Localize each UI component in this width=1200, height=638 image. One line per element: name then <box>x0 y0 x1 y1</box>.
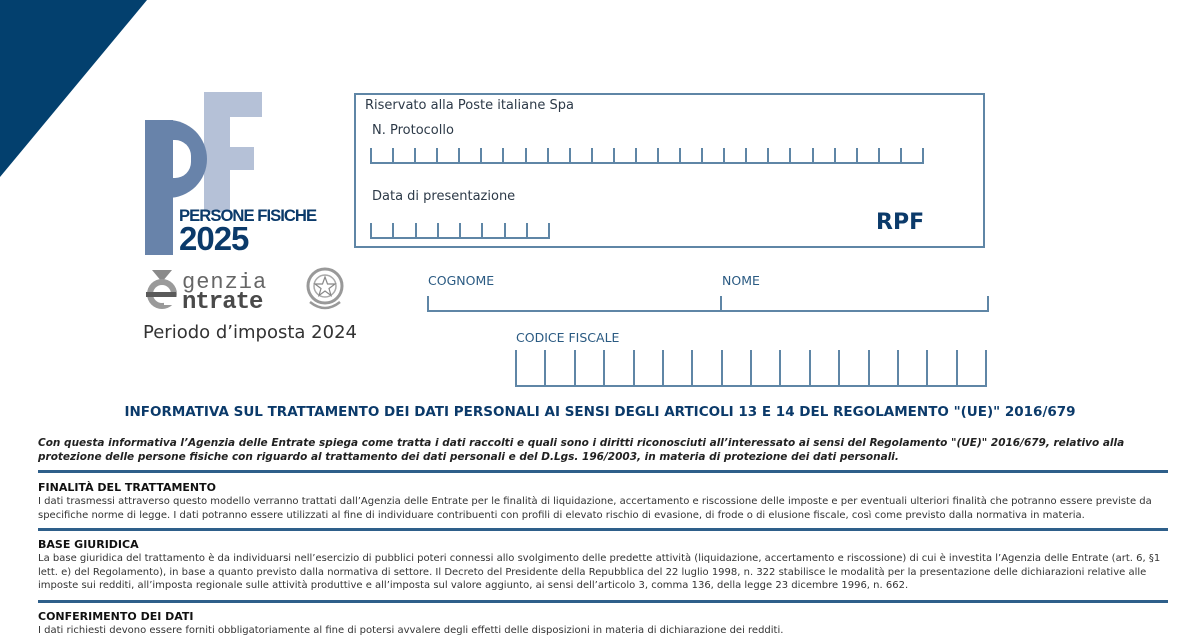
date-label: Data di presentazione <box>372 189 516 204</box>
section-body-finalita: I dati trasmessi attraverso questo modello verranno trattati dall’Agenzia delle Entrate per le finalità di liquidazione, accertamento e riscossione delle imposte e per eventuali ulteriori finalità che potranno essere previste da specifiche norme di legge. I dati potranno essere utilizzati al fine di individuare contribuenti con profili di elevato rischio di evasione, di frode o di elusione fiscale, così come previsto dalla normativa in materia. <box>38 496 1152 521</box>
logo-letter-p-stem <box>145 120 173 255</box>
section-heading-conferimento: CONFERIMENTO DEI DATI <box>38 610 194 623</box>
protocol-label: N. Protocollo <box>372 123 454 138</box>
logo-year: 2025 <box>179 220 249 257</box>
republic-emblem-icon <box>302 264 348 312</box>
section-heading-base-giuridica: BASE GIURIDICA <box>38 538 139 551</box>
protocol-number-field[interactable] <box>370 148 924 164</box>
model-code: RPF <box>876 210 925 235</box>
tax-period: Periodo d’imposta 2024 <box>143 322 357 343</box>
agenzia-entrate-icon <box>142 268 180 310</box>
corner-decoration <box>0 0 147 177</box>
agency-name-line2: ntrate <box>182 289 263 316</box>
logo-letter-f-mid <box>204 147 254 170</box>
reserved-title: Riservato alla Poste italiane Spa <box>365 98 574 113</box>
section-body-conferimento: I dati richiesti devono essere forniti obbligatoriamente al fine di potersi avvalere degli effetti delle disposizioni in materia di dichiarazione dei redditi. <box>38 625 784 636</box>
logo-letter-f-top <box>204 92 262 117</box>
agency-name-line1: genzia <box>182 270 268 295</box>
reserved-poste-box <box>354 93 985 248</box>
surname-field[interactable] <box>427 296 722 312</box>
section-heading-finalita: FINALITÀ DEL TRATTAMENTO <box>38 481 216 494</box>
section-divider <box>38 600 1168 603</box>
surname-label: COGNOME <box>428 273 495 288</box>
section-body-base-giuridica: La base giuridica del trattamento è da individuarsi nell’esercizio di pubblici poteri connessi allo svolgimento delle predette attività (liquidazione, accertamento e riscossione) di cui è investita l’Agenzia delle Entrate (art. 6, §1 lett. e) del Regolamento), in base a quanto previsto dalla normativa di settore. Il Decreto del Presidente della Repubblica del 22 luglio 1998, n. 322 stabilisce le modalità per la presentazione delle dichiarazioni relative alle imposte sui redditi, all’imposta regionale sulle attività produttive e all’imposta sul valore aggiunto, ai sensi dell’articolo 3, comma 136, della legge 23 dicembre 1996, n. 662. <box>38 553 1161 591</box>
document-title: INFORMATIVA SUL TRATTAMENTO DEI DATI PERSONALI AI SENSI DEGLI ARTICOLI 13 E 14 DEL REGOLAMENTO "(UE)" 2016/679 <box>124 404 1076 420</box>
section-divider <box>38 528 1168 531</box>
name-label: NOME <box>722 273 760 288</box>
section-divider <box>38 470 1168 473</box>
name-field[interactable] <box>720 296 989 312</box>
logo-title: PERSONE FISICHE <box>179 206 317 225</box>
agenzia-entrate-logo <box>142 264 352 320</box>
fiscal-code-field[interactable] <box>515 350 987 387</box>
document-intro: Con questa informativa l’Agenzia delle Entrate spiega come tratta i dati raccolti e quali sono i diritti riconosciuti all’interessato ai sensi del Regolamento "(UE)" 2016/679, relativo alla protezione delle persone fisiche con riguardo al trattamento dei dati personali e del D.Lgs. 196/2003, in materia di protezione dei dati personali. <box>38 437 1125 463</box>
persone-fisiche-logo <box>142 92 352 262</box>
fiscal-code-label: CODICE FISCALE <box>516 330 620 345</box>
submission-date-field[interactable] <box>370 223 550 239</box>
